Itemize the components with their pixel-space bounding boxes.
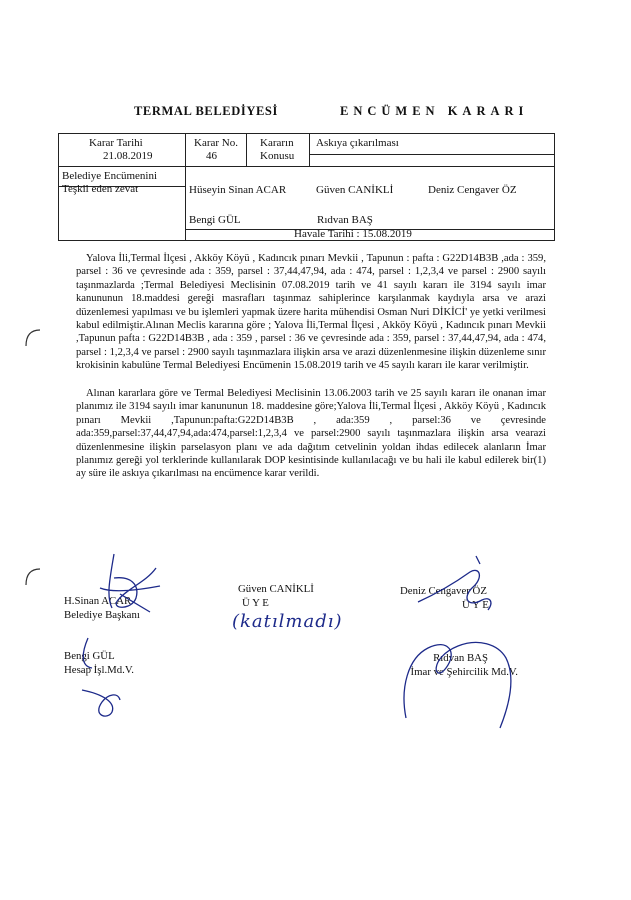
subject-value: Askıya çıkarılması — [316, 137, 399, 149]
member-5-signature-ink — [388, 628, 528, 738]
municipality-heading: TERMAL BELEDİYESİ — [134, 104, 278, 118]
member-2-handwritten-note: (katılmadı) — [232, 611, 343, 632]
member-2: Güven CANİKLİ — [316, 184, 394, 196]
member-3-name: Deniz Cengaver ÖZ — [400, 585, 487, 597]
member-4-title: Hesap İşl.Md.V. — [64, 663, 134, 676]
member-3-signature-ink — [410, 552, 520, 622]
decision-info-table — [58, 133, 555, 241]
mayor-title: Belediye Başkanı — [64, 608, 140, 621]
member-1: Hüseyin Sinan ACAR — [189, 184, 287, 196]
member-2-name: Güven CANİKLİ — [238, 583, 314, 595]
punch-hole-mark-top — [22, 326, 44, 350]
member-5-name: Rıdvan BAŞ — [433, 652, 488, 664]
member-3-title: Ü Y E — [462, 598, 489, 611]
member-5-title: İmar ve Şehircilik Md.V. — [410, 665, 518, 678]
member-3: Deniz Cengaver ÖZ — [428, 184, 517, 196]
konusu-label: Konusu — [260, 150, 295, 162]
karar-tarihi-value: 21.08.2019 — [103, 150, 153, 162]
body-paragraph-1: Yalova İli,Termal İlçesi , Akköy Köyü , Kadıncık pınarı Mevkii , Tapunun : pafta : G22D14B3B ,ada : 359, parsel : 36 ve çevresinde ada : 359, parsel : 37,44,47,94, ada : 474, parsel : 1,2,3,4 ve parsel : 2900 sayılı taşınmazlarda ;Termal Belediyesi Meclisinin 07.08.2019 tarih ve 41 sayılı kararı ile 3194 sayılı imar kanununun 18.maddesi gereği masrafları taşınmaz sahiplerince karşılanmak kaydıyla arsa ve arazi düzenlemesi yapılması ve bu işlemleri yapmak üzere harita mühendisi Osman Nuri DİKİCİ' ye yetki verilmesi kabul edilmiştir.Alınan Meclis kararına göre ; Yalova İli,Termal İlçesi , Akköy Köyü , Kadıncık pınarı Mevkii ,Tapunun pafta : G22D14B3B , ada : 359 , parsel : 36 ve çevresinde ada : 359, parsel : 37,44,47,94, ada : 474, parsel : 1,2,3,4 ve parsel : 2900 sayılı taşınmazlara ilişkin arsa ve arazi düzenlenmesine ilişkin düzenleme sınır krokisinin kabulüne Termal Belediyesi Encümenin 15.08.2019 tarih ve 45 sayılı kararı ile karar verilmiştir. — [76, 253, 546, 372]
member-5: Rıdvan BAŞ — [317, 214, 373, 226]
decision-heading: ENCÜMEN KARARI — [340, 104, 529, 118]
mayor-signature-ink — [70, 548, 170, 618]
signature-block-member-2 — [238, 583, 314, 610]
member-2-title: Ü Y E — [242, 596, 269, 609]
encumen-label-2: Teşkil eden zevat — [62, 183, 139, 195]
body-paragraph-2: Alınan kararlara göre ve Termal Belediyesi Meclisinin 13.06.2003 tarih ve 25 sayılı kararı ile onanan imar planımız ile 3194 sayılı imar kanununun 18. maddesine göre;Yalova İli,Termal İlçesi , Akköy Köyü , Kadıncık pınarı Mevkii ,Tapunun:pafta:G22D14B3B , ada:359 , parsel:36 ve çevresinde ada:359,parsel:37,44,47,94,ada:474,parsel:1,2,3,4 ve parsel:2900 sayılı taşınmazlara ilişkin arsa vearazi düzenlenmesine ilişkin parselasyon planı ve ada dağıtım cetvelinin yoldan ihdas edilecek alanların İmar planımız gereği yol terklerinde kullanılarak DOP kesintisinde kullanılacağı ve bu hali ile kabul edilerek bir(1) ay süre ile askıya çıkarılması na encümence karar verildi. — [76, 388, 546, 480]
mayor-name: H.Sinan ACAR — [64, 595, 132, 607]
member-4-signature-ink — [62, 632, 142, 722]
karar-tarihi-label: Karar Tarihi — [89, 137, 143, 149]
member-4-name: Bengi GÜL — [64, 650, 115, 662]
encumen-label-1: Belediye Encümenini — [62, 170, 157, 182]
karar-no-value: 46 — [206, 150, 217, 162]
punch-hole-mark-bottom — [22, 565, 44, 589]
member-4: Bengi GÜL — [189, 214, 241, 226]
havale-tarihi: Havale Tarihi : 15.08.2019 — [294, 228, 412, 240]
kararin-label: Kararın — [260, 137, 294, 149]
karar-no-label: Karar No. — [194, 137, 238, 149]
